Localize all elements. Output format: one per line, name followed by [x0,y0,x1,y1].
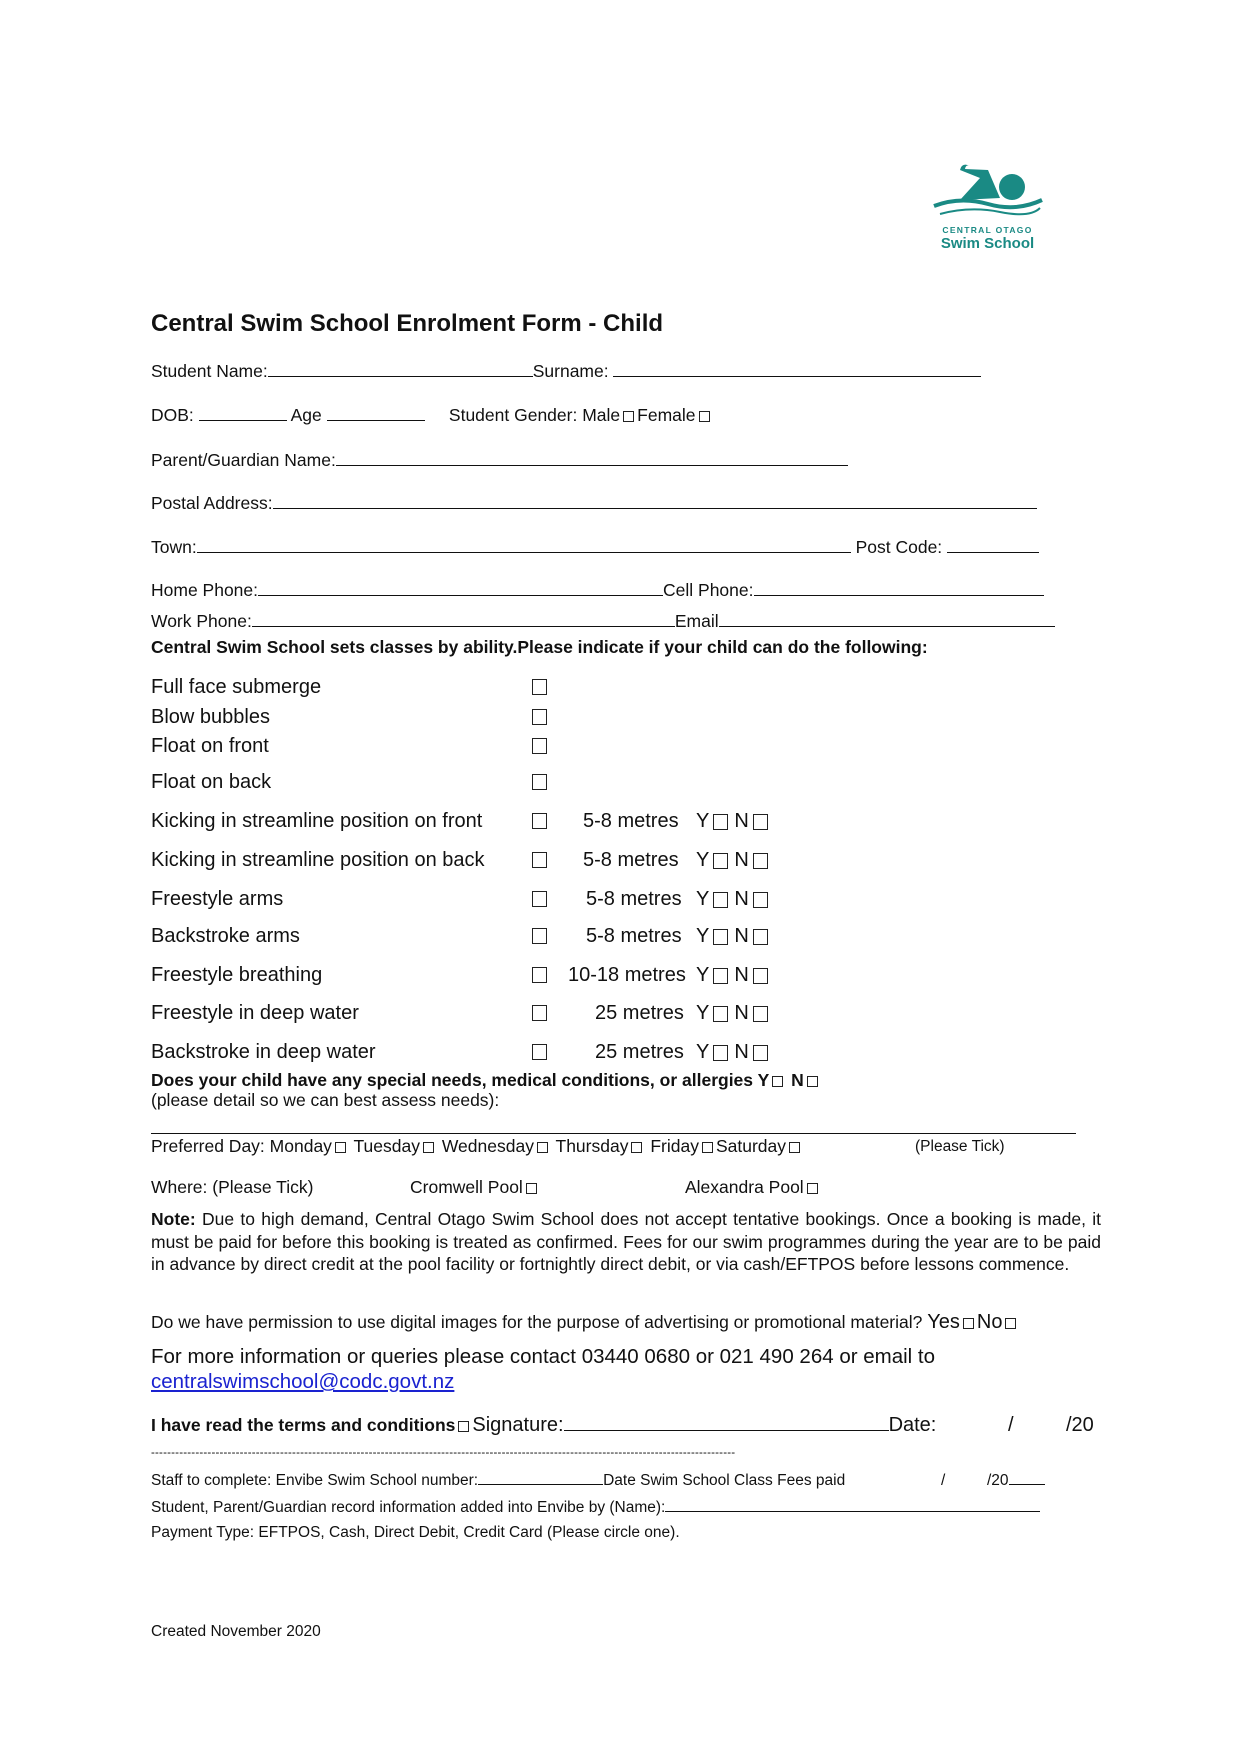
skill-label: Freestyle in deep water [151,1002,359,1024]
yes-no-group [696,1001,774,1025]
no-label: N [734,964,749,986]
skill-row [151,734,269,758]
yes-no-group [696,963,774,987]
skill-distance: 5-8 metres [586,888,682,910]
envibe-record-label: Student, Parent/Guardian record information added into Envibe by (Name): [151,1499,666,1516]
age-field[interactable] [327,404,425,421]
fees-slash: / [941,1472,946,1489]
no-checkbox[interactable] [753,814,768,830]
medical-detail: (please detail so we can best assess needs): [151,1090,500,1110]
skill-distance: 5-8 metres [586,925,682,947]
yes-no-group [696,924,774,948]
parent-label: Parent/Guardian Name: [151,450,336,470]
yes-no-group [696,1040,774,1064]
no-label: N [734,1041,749,1063]
medical-detail-field[interactable] [151,1133,1076,1134]
female-label: Female [637,405,696,425]
terms-checkbox[interactable] [458,1421,469,1432]
skill-row [151,675,321,699]
no-label: N [734,888,749,910]
permission-yes-checkbox[interactable] [963,1318,974,1329]
friday-checkbox[interactable] [702,1142,713,1153]
yes-checkbox[interactable] [713,814,728,830]
cell-phone-field[interactable] [754,579,1044,596]
saturday-checkbox[interactable] [789,1142,800,1153]
day-monday: Monday [269,1136,332,1156]
permission-question: Do we have permission to use digital images for the purpose of advertising or promotional material? [151,1312,923,1332]
cromwell-checkbox[interactable] [526,1183,537,1194]
no-checkbox[interactable] [753,968,768,984]
permission-no-checkbox[interactable] [1005,1318,1016,1329]
swimmer-logo-icon [930,160,1045,218]
skill-label: Freestyle arms [151,888,284,910]
tuesday-checkbox[interactable] [423,1142,434,1153]
no-label: N [734,849,749,871]
skill-label: Full face submerge [151,676,322,698]
skill-distance: 5-8 metres [583,810,679,832]
medical-no-label: N [791,1070,804,1090]
skill-row [151,1001,359,1025]
no-checkbox[interactable] [753,1006,768,1022]
note-paragraph [151,1208,1101,1276]
divider: ------------------------------------------------------------------------------------------------------------------------------------------------- [151,1447,736,1459]
skill-label: Kicking in streamline position on front [151,810,483,832]
town-row [151,536,1039,558]
fees-year: /20 [987,1472,1009,1489]
age-label: Age [290,405,322,425]
surname-field[interactable] [613,360,981,377]
ability-heading: Central Swim School sets classes by ability.Please indicate if your child can do the following: [151,637,928,657]
staff-line-2 [151,1497,1040,1519]
student-name-field[interactable] [268,360,533,377]
yes-checkbox[interactable] [713,1045,728,1061]
work-phone-field[interactable] [252,610,675,627]
alexandra-label: Alexandra Pool [685,1177,804,1197]
yes-label: Y [696,925,710,947]
skill-row [151,887,283,911]
yes-label: Y [696,1002,710,1024]
skill-checkbox[interactable] [532,709,547,725]
dob-field[interactable] [199,404,287,421]
permission-yes-label: Yes [927,1311,960,1333]
logo [930,160,1045,250]
no-label: N [734,1002,749,1024]
dob-row [151,404,713,426]
email-field[interactable] [719,610,1055,627]
skill-checkbox[interactable] [532,813,547,829]
envibe-number-field[interactable] [478,1470,603,1485]
no-label: N [734,925,749,947]
where-row [151,1176,1051,1198]
envibe-record-name-field[interactable] [665,1497,1040,1512]
note-label: Note: [151,1209,196,1229]
skill-checkbox[interactable] [532,928,547,944]
day-tuesday: Tuesday [353,1136,420,1156]
skill-checkbox[interactable] [532,967,547,983]
signature-field[interactable] [564,1414,889,1431]
alexandra-option [685,1176,821,1198]
alexandra-checkbox[interactable] [807,1183,818,1194]
medical-question-row [151,1069,821,1091]
page-title: Central Swim School Enrolment Form - Child [151,310,664,337]
home-phone-row [151,579,1044,601]
skill-distance: 25 metres [595,1002,684,1024]
wednesday-checkbox[interactable] [537,1142,548,1153]
date-label: Date: [888,1414,937,1436]
contact-text: For more information or queries please contact 03440 0680 or 021 490 264 or email to [151,1345,936,1368]
skill-label: Backstroke in deep water [151,1041,376,1063]
terms-row [151,1414,1094,1436]
no-checkbox[interactable] [753,929,768,945]
contact-email-row [151,1370,454,1394]
yes-label: Y [696,849,710,871]
note-text: Due to high demand, Central Otago Swim School does not accept tentative bookings. Once a booking is made, it must be paid for before this booking is treated as confirmed. Fees for our swim programmes during the year are to be paid in advance by direct credit at the pool facility or fortnightly direct debit, or via cash/EFTPOS before lessons commence. [151,1209,1101,1274]
staff-envibe-label: Staff to complete: Envibe Swim School number: [151,1472,479,1489]
skill-label: Freestyle breathing [151,964,323,986]
skill-distance: 25 metres [595,1041,684,1063]
signature-label: Signature: [472,1414,564,1436]
yes-checkbox[interactable] [713,892,728,908]
postcode-label: Post Code: [855,537,943,557]
skill-distance: 5-8 metres [583,849,679,871]
day-thursday: Thursday [555,1136,629,1156]
skill-row [151,963,322,987]
fees-paid-label: Date Swim School Class Fees paid [603,1472,846,1489]
skill-row [151,924,300,948]
date-slash: / [1008,1414,1014,1436]
yes-checkbox[interactable] [713,1006,728,1022]
male-label: Male [582,405,621,425]
skill-label: Backstroke arms [151,925,300,947]
preferred-day-label: Preferred Day: [151,1136,265,1156]
postcode-field[interactable] [947,536,1039,553]
email-label: Email [674,611,719,631]
no-checkbox[interactable] [753,1045,768,1061]
skill-label: Blow bubbles [151,706,270,728]
skill-row [151,705,270,729]
skill-label: Kicking in streamline position on back [151,849,485,871]
yes-no-group [696,848,774,872]
footer-created: Created November 2020 [151,1623,321,1640]
dob-label: DOB: [151,405,194,425]
no-checkbox[interactable] [753,853,768,869]
postal-field[interactable] [273,492,1037,509]
permission-row [151,1311,1019,1333]
terms-label: I have read the terms and conditions [151,1415,456,1435]
skill-label: Float on front [151,735,269,757]
yes-checkbox[interactable] [713,853,728,869]
fees-year-group [987,1470,1045,1492]
postal-label: Postal Address: [151,493,273,513]
medical-yes-checkbox[interactable] [772,1076,783,1087]
work-phone-label: Work Phone: [151,611,252,631]
parent-field[interactable] [336,449,848,466]
town-field[interactable] [197,536,851,553]
skill-checkbox[interactable] [532,1044,547,1060]
medical-yes-label: Y [757,1070,770,1090]
yes-checkbox[interactable] [713,929,728,945]
day-saturday: Saturday [715,1136,786,1156]
thursday-checkbox[interactable] [631,1142,642,1153]
skill-row [151,1040,376,1064]
preferred-day-row [151,1135,1005,1157]
staff-line-1 [151,1470,1071,1492]
contact-email-link[interactable]: centralswimschool@codc.govt.nz [151,1370,455,1393]
no-label: N [734,810,749,832]
medical-no-checkbox[interactable] [807,1076,818,1087]
medical-question: Does your child have any special needs, medical conditions, or allergies [151,1070,754,1090]
yes-no-group [696,809,774,833]
cromwell-label: Cromwell Pool [410,1177,523,1197]
yes-no-group [696,887,774,911]
yes-label: Y [696,888,710,910]
yes-label: Y [696,964,710,986]
cell-phone-label: Cell Phone: [663,580,754,600]
skill-checkbox[interactable] [532,679,547,695]
skill-checkbox[interactable] [532,774,547,790]
permission-no-label: No [976,1311,1003,1333]
skill-checkbox[interactable] [532,1005,547,1021]
skill-row [151,809,482,833]
no-checkbox[interactable] [753,892,768,908]
skill-distance: 10-18 metres [568,964,686,986]
home-phone-label: Home Phone: [151,580,259,600]
logo-line1: CENTRAL OTAGO [942,225,1033,235]
monday-checkbox[interactable] [335,1142,346,1153]
student-name-label: Student Name: [151,361,268,381]
where-label: Where: (Please Tick) [151,1177,314,1197]
work-phone-row [151,610,1055,632]
gender-label: Student Gender: [448,405,578,425]
date-year: /20 [1066,1414,1094,1436]
yes-label: Y [696,1041,710,1063]
female-checkbox[interactable] [699,411,710,422]
skill-checkbox[interactable] [532,891,547,907]
parent-row [151,449,848,471]
day-friday: Friday [650,1136,699,1156]
fees-year-field[interactable] [1009,1470,1045,1485]
home-phone-field[interactable] [258,579,663,596]
yes-label: Y [696,810,710,832]
skill-checkbox[interactable] [532,852,547,868]
skill-row [151,848,485,872]
payment-type: Payment Type: EFTPOS, Cash, Direct Debit, Credit Card (Please circle one). [151,1524,680,1541]
yes-checkbox[interactable] [713,968,728,984]
logo-line2: Swim School [940,235,1035,252]
surname-label: Surname: [532,361,609,381]
skill-label: Float on back [151,771,272,793]
day-wednesday: Wednesday [441,1136,534,1156]
student-name-row [151,360,981,382]
cromwell-option [410,1176,540,1198]
please-tick-hint: (Please Tick) [915,1138,1005,1155]
postal-row [151,492,1037,514]
skill-checkbox[interactable] [532,738,547,754]
town-label: Town: [151,537,197,557]
skill-row [151,770,271,794]
male-checkbox[interactable] [623,411,634,422]
